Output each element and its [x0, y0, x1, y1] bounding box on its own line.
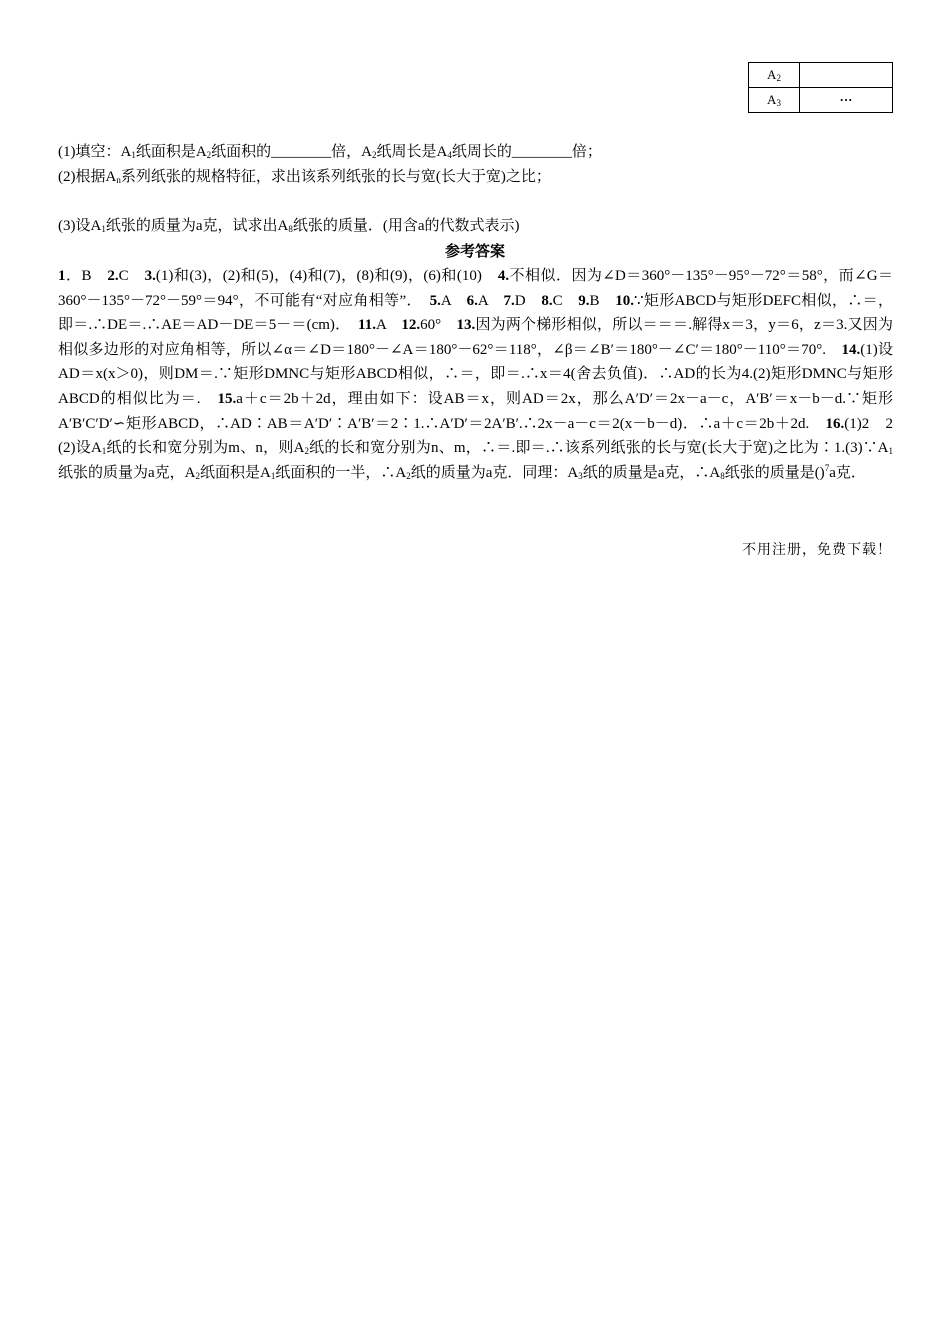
answer-number: 5. [429, 292, 441, 309]
paper-size-table [748, 62, 893, 113]
question-part-1: (1)填空：$A_1$纸面积是$A_2$纸面积的________倍，$A_2$纸周长是$A_4$纸周长的________倍； [58, 144, 602, 160]
table-cell-value: ··· [800, 88, 893, 113]
answer-number: 9. [578, 292, 590, 309]
footer-note: 不用注册，免费下载！ [742, 542, 892, 558]
answer-number: 14. [841, 341, 861, 358]
table-cell-label: $A_3$ [749, 88, 800, 113]
answer-number: 6. [466, 292, 478, 309]
table-cell-value [800, 63, 893, 88]
answer-number: 11. [358, 317, 376, 334]
question-part-3: (3)设$A_1$纸张的质量为a克，试求出$A_8$纸张的质量．(用含a的代数式表示) [58, 218, 520, 234]
answer-number: 4. [497, 268, 510, 284]
answer-number: 1 [58, 268, 66, 284]
question-part-2: (2)根据$A_n$系列纸张的规格特征，求出该系列纸张的长与宽(长大于宽)之比； [58, 169, 551, 185]
answer-number: 12. [401, 317, 421, 334]
table-cell-label: $A_2$ [749, 63, 800, 88]
answer-number: 13. [456, 317, 476, 334]
answer-number: 7. [503, 292, 515, 309]
table-row [749, 63, 893, 88]
answer-number: 8. [541, 292, 553, 309]
answers-title: 参考答案 [444, 242, 505, 260]
answer-number: 16. [825, 415, 845, 432]
table-row [749, 88, 893, 113]
answer-number: 2. [107, 268, 119, 284]
answers-body: 1．B 2.C 3.(1)和(3)，(2)和(5)，(4)和(7)，(8)和(9)，(6)和(10) 4.不相似．因为∠D＝360°－135°－95°－72°＝58°，而∠G＝360°－135°－72°－59°＝94°，不可能有“对应角相等”． 5.A 6.A 7.D 8.C 9.B 10.∵矩形ABCD与矩形DEFC相似，∴＝，即＝.∴DE＝.∴AE＝AD－DE＝5－＝(cm)． 11.A 12.60° 13.因为两个梯形相似，所以＝＝＝.解得x＝3，y＝6，z＝3.又因为相似多边形的对应角相等，所以∠α＝∠D＝180°－∠A＝180°－62°＝118°，∠β＝∠B′＝180°－∠C′＝180°－110°＝70°. 14.(1)设AD＝x(x＞0)，则DM＝.∵矩形DMNC与矩形ABCD相似，∴＝，即＝.∴x＝4(舍去负值)．∴AD的长为4.(2)矩形DMNC与矩形ABCD的相似比为＝. 15.a＋c＝2b＋2d，理由如下：设AB＝x，则AD＝2x，那么A′D′＝2x－a－c，A′B′＝x－b－d.∵矩形A′B′C′D′∽矩形ABCD，∴AD∶AB＝A′D′∶A′B′＝2∶1.∴A′D′＝2A′B′.∴2x－a－c＝2(x－b－d)．∴a＋c＝2b＋2d. 16.(1)2 2 (2)设$A_1$纸的长和宽分别为m、n，则$A_2$纸的长和宽分别为n、m，∴＝.即＝.∴该系列纸张的长与宽(长大于宽)之比为$∶1.(3)\because A_1$纸张的质量为a克，$A_2$纸面积是$A_1$纸面积的一半，$\therefore A_2$纸的质量为a克．同理：$A_3$纸的质量是a克，$\therefore A_8$纸张的质量是()$^7$a克． [58, 268, 909, 481]
answer-number: 3. [144, 268, 156, 284]
answer-number: 15. [217, 390, 237, 407]
answer-number: 10. [615, 292, 634, 309]
